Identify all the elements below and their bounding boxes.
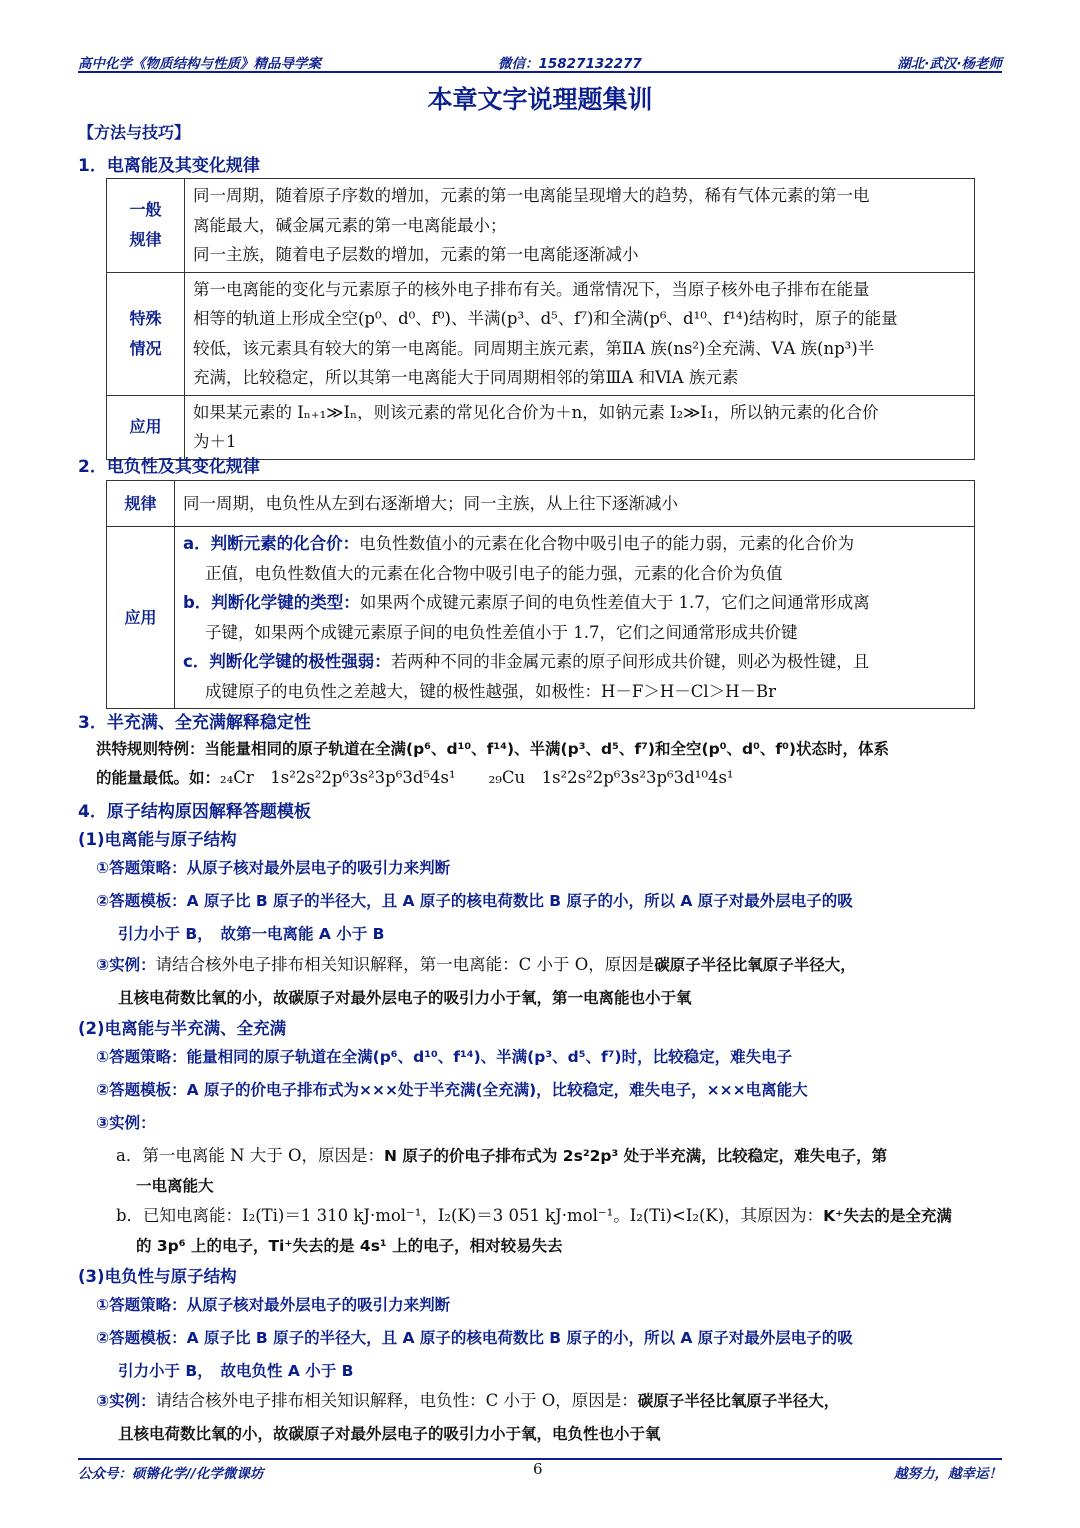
page-footer	[78, 1460, 1002, 1482]
hund-rule-example-head: 的能量最低。如：	[96, 769, 221, 787]
content-line: 同一周期，随着原子序数的增加，元素的第一电离能呈现增大的趋势，稀有气体元素的第一电	[193, 186, 870, 205]
label-line: 特殊	[129, 308, 162, 328]
row-general-content	[185, 179, 975, 273]
part-2-heading: (2)电离能与半充满、全充满	[78, 1019, 287, 1038]
part-2-example-a-answer-cont: 一电离能大	[136, 1177, 214, 1195]
part-2-strategy: ①答题策略：能量相同的原子轨道在全满(p⁶、d¹⁰、f¹⁴)、半满(p³、d⁵、f⁷)时，比较稳定，难失电子	[96, 1048, 793, 1066]
hund-rule-line-1: 洪特规则特例：当能量相同的原子轨道在全满(p⁶、d¹⁰、f¹⁴)、半满(p³、d⁵、f⁷)和全空(p⁰、d⁰、f⁰)状态时，体系	[96, 740, 889, 758]
part-2-example-head: ③实例：	[96, 1114, 156, 1132]
part-1-example-text: 请结合核外电子排布相关知识解释，第一电离能：C 小于 O，原因是	[155, 955, 655, 974]
part-1-example-answer: 碳原子半径比氧原子半径大，	[654, 956, 856, 974]
part-2-template: ②答题模板：A 原子的价电子排布式为×××处于半充满(全充满)，比较稳定，难失电子，×××电离能大	[96, 1081, 808, 1099]
header-left: 高中化学《物质结构与性质》精品导学案	[78, 56, 321, 72]
part-1-template: ②答题模板：A 原子比 B 原子的半径大，且 A 原子的核电荷数比 B 原子的小，所以 A 原子对最外层电子的吸	[96, 892, 853, 910]
use-a-text: 电负性数值小的元素在化合物中吸引电子的能力弱，元素的化合价为	[359, 534, 855, 553]
part-2-example-a-text: a．第一电离能 N 大于 O，原因是：	[116, 1146, 385, 1165]
header-right: 湖北·武汉·杨老师	[897, 56, 1002, 72]
part-1-strategy: ①答题策略：从原子核对最外层电子的吸引力来判断	[96, 859, 451, 877]
content-line: 同一主族，随着电子层数的增加，元素的第一电离能逐渐减小	[193, 245, 639, 264]
part-2-example-a-answer: N 原子的价电子排布式为 2s²2p³ 处于半充满，比较稳定，难失电子，第	[384, 1147, 888, 1165]
hund-rule-example: ₂₄Cr 1s²2s²2p⁶3s²3p⁶3d⁵4s¹ ₂₉Cu 1s²2s²2p⁶3s²3p⁶3d¹⁰4s¹	[220, 768, 734, 787]
header-middle: 微信：15827132277	[498, 56, 642, 72]
content-line: 离能最大，碱金属元素的第一电离能最小；	[193, 215, 507, 235]
section-4-heading: 4．原子结构原因解释答题模板	[78, 802, 311, 822]
use-b-text: 如果两个成键元素原子间的电负性差值大于 1.7，它们之间通常形成离	[359, 593, 870, 612]
row-use-label: 应用	[107, 527, 175, 709]
use-b	[183, 588, 966, 618]
row-application-content	[185, 395, 975, 459]
row-general-label	[107, 179, 185, 273]
part-2-example-a	[116, 1141, 887, 1171]
part-3-example-answer: 碳原子半径比氧原子半径大，	[637, 1392, 840, 1410]
row-application-label: 应用	[107, 395, 185, 459]
content-line: 为＋1	[193, 432, 237, 451]
part-3-example-answer-cont: 且核电荷数比氧的小，故碳原子对最外层电子的吸引力小于氧，电负性也小于氧	[118, 1425, 661, 1443]
part-2-example-b-text: b．已知电离能：I₂(Ti)＝1 310 kJ·mol⁻¹，I₂(K)＝3 051 kJ·mol⁻¹。I₂(Ti)<I₂(K)，其原因为：	[116, 1206, 824, 1225]
section-3-heading: 3．半充满、全充满解释稳定性	[78, 713, 311, 733]
electronegativity-table	[106, 480, 975, 709]
part-1-example	[96, 950, 856, 980]
part-3-strategy: ①答题策略：从原子核对最外层电子的吸引力来判断	[96, 1296, 451, 1314]
label-line: 规律	[129, 230, 162, 250]
content-line: 充满，比较稳定，所以其第一电离能大于同周期相邻的第ⅢA 和ⅥA 族元素	[193, 368, 739, 387]
label-line: 一般	[129, 200, 162, 220]
ionization-energy-table	[106, 178, 975, 460]
part-1-example-head: ③实例：	[96, 956, 156, 974]
part-3-heading: (3)电负性与原子结构	[78, 1267, 237, 1286]
use-b-head: b．判断化学键的类型：	[183, 593, 360, 612]
row-special-label	[107, 272, 185, 395]
use-b-text-cont: 子键，如果两个成键元素原子间的电负性差值小于 1.7，它们之间通常形成共价键	[205, 622, 798, 642]
page-header	[78, 50, 1002, 72]
row-special-content	[185, 272, 975, 395]
part-2-example-b	[116, 1201, 952, 1231]
part-1-template-cont: 引力小于 B， 故第一电离能 A 小于 B	[118, 925, 385, 943]
part-2-example-b-answer: K⁺失去的是全充满	[823, 1207, 952, 1225]
content-line: 较低，该元素具有较大的第一电离能。同周期主族元素，第ⅡA 族(ns²)全充满、ⅤA 族(np³)半	[193, 338, 875, 358]
header-divider	[78, 71, 1002, 73]
section-2-heading: 2．电负性及其变化规律	[78, 457, 260, 477]
page-title: 本章文字说理题集训	[427, 85, 653, 114]
row-use-content	[175, 527, 975, 709]
use-a-text-cont: 正值，电负性数值大的元素在化合物中吸引电子的能力强，元素的化合价为负值	[205, 563, 783, 583]
label-line: 情况	[129, 338, 162, 358]
page-number: 6	[533, 1460, 543, 1478]
row-rule-content: 同一周期，电负性从左到右逐渐增大；同一主族，从上往下逐渐减小	[175, 481, 975, 527]
part-1-example-answer-cont: 且核电荷数比氧的小，故碳原子对最外层电子的吸引力小于氧，第一电离能也小于氧	[118, 989, 692, 1007]
method-tag: 【方法与技巧】	[78, 123, 191, 142]
content-line: 如果某元素的 Iₙ₊₁≫Iₙ，则该元素的常见化合价为＋n，如钠元素 I₂≫I₁，所以钠元素的化合价	[193, 402, 879, 422]
part-3-example-text: 请结合核外电子排布相关知识解释，电负性：C 小于 O，原因是：	[155, 1391, 638, 1410]
part-3-template: ②答题模板：A 原子比 B 原子的半径大，且 A 原子的核电荷数比 B 原子的小，所以 A 原子对最外层电子的吸	[96, 1329, 853, 1347]
use-c	[183, 647, 966, 677]
content-line: 第一电离能的变化与元素原子的核外电子排布有关。通常情况下，当原子核外电子排布在能量	[193, 279, 870, 299]
part-3-example-head: ③实例：	[96, 1392, 156, 1410]
part-3-template-cont: 引力小于 B， 故电负性 A 小于 B	[118, 1362, 354, 1380]
use-a	[183, 529, 966, 559]
hund-rule-line-2	[96, 763, 734, 793]
content-line: 相等的轨道上形成全空(p⁰、d⁰、f⁰)、半满(p³、d⁵、f⁷)和全满(p⁶、d¹⁰、f¹⁴)结构时，原子的能量	[193, 309, 898, 328]
use-c-text-cont: 成键原子的电负性之差越大，键的极性越强，如极性：H－F＞H－Cl＞H－Br	[205, 681, 777, 701]
row-rule-label: 规律	[107, 481, 175, 527]
footer-right: 越努力，越幸运！	[894, 1466, 1002, 1482]
part-1-heading: (1)电离能与原子结构	[78, 830, 237, 849]
footer-left: 公众号：硕锵化学//化学微课坊	[78, 1466, 264, 1482]
part-2-example-b-answer-cont: 的 3p⁶ 上的电子，Ti⁺失去的是 4s¹ 上的电子，相对较易失去	[136, 1237, 563, 1255]
section-1-heading: 1．电离能及其变化规律	[78, 156, 260, 176]
use-c-text: 若两种不同的非金属元素的原子间形成共价键，则必为极性键，且	[390, 652, 870, 671]
use-c-head: c．判断化学键的极性强弱：	[183, 652, 391, 671]
part-3-example	[96, 1386, 839, 1416]
use-a-head: a．判断元素的化合价：	[183, 534, 360, 553]
